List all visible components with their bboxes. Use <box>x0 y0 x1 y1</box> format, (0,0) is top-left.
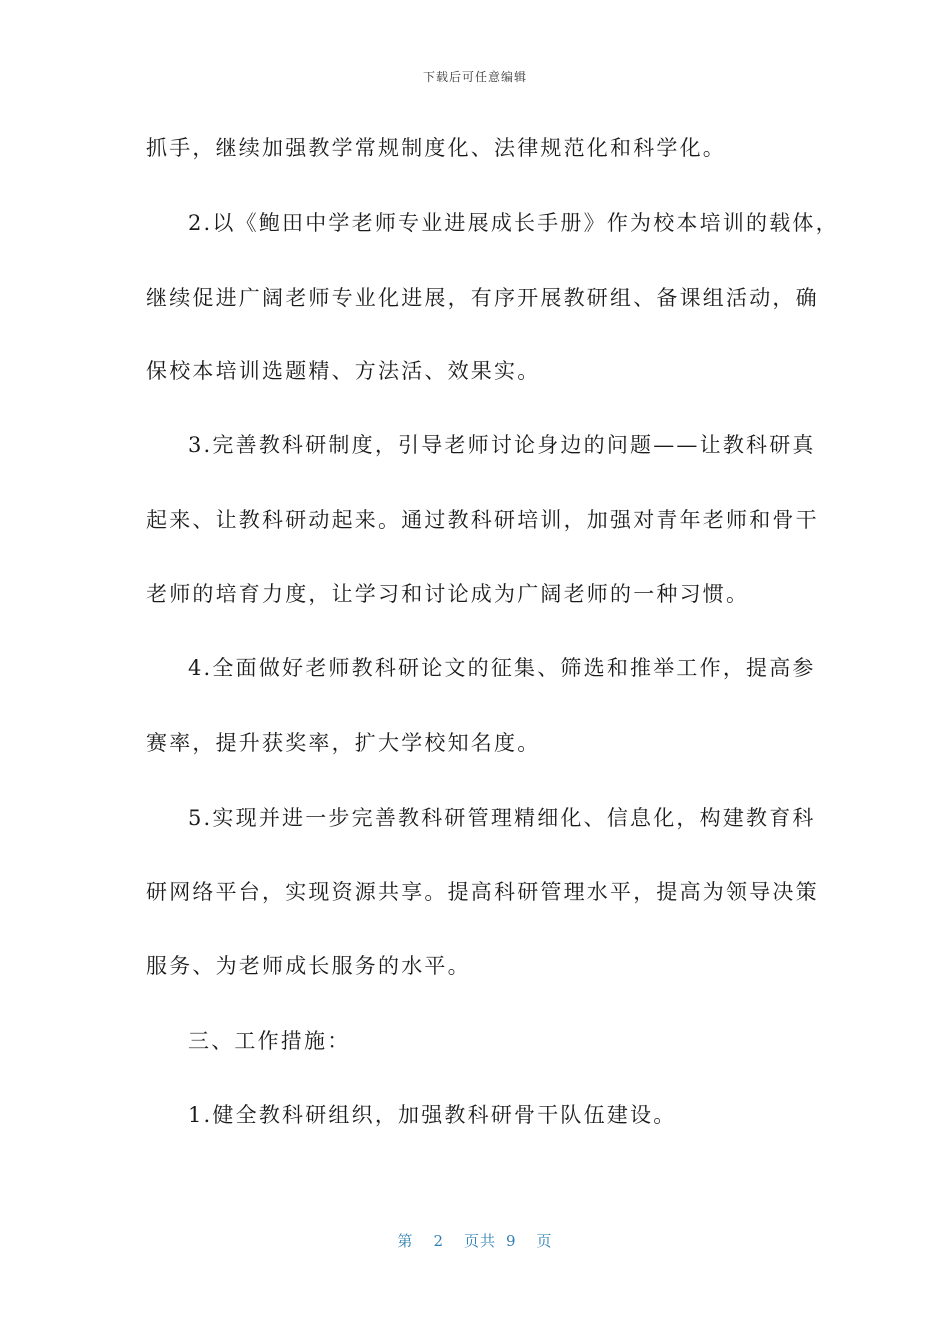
body-line-3: 继续促进广阔老师专业化进展，有序开展教研组、备课组活动，确 <box>146 286 819 310</box>
page-number-footer <box>0 1230 950 1251</box>
body-line-10: 5.实现并进一步完善教科研管理精细化、信息化，构建教育科 <box>188 806 816 830</box>
header-note: 下载后可任意编辑 <box>422 70 527 84</box>
body-line-12: 服务、为老师成长服务的水平。 <box>146 954 471 978</box>
body-line-6: 起来、让教科研动起来。通过教科研培训，加强对青年老师和骨干 <box>146 508 819 532</box>
body-line-8: 4.全面做好老师教科研论文的征集、筛选和推举工作，提高参 <box>188 656 816 680</box>
page-prefix: 第 <box>397 1232 414 1250</box>
body-line-5: 3.完善教科研制度，引导老师讨论身边的问题——让教科研真 <box>188 433 816 457</box>
body-line-2: 2.以《鲍田中学老师专业进展成长手册》作为校本培训的载体， <box>188 211 839 235</box>
body-line-9: 赛率，提升获奖率，扩大学校知名度。 <box>146 731 541 755</box>
body-line-7: 老师的培育力度，让学习和讨论成为广阔老师的一种习惯。 <box>146 582 750 606</box>
section-heading: 三、工作措施： <box>188 1029 351 1053</box>
total-pages: 9 <box>506 1232 517 1250</box>
body-line-14: 1.健全教科研组织，加强教科研骨干队伍建设。 <box>188 1103 677 1127</box>
page-mid: 页共 <box>463 1232 496 1250</box>
body-line-4: 保校本培训选题精、方法活、效果实。 <box>146 359 541 383</box>
current-page: 2 <box>433 1232 444 1250</box>
body-line-11: 研网络平台，实现资源共享。提高科研管理水平，提高为领导决策 <box>146 880 819 904</box>
body-line-1: 抓手，继续加强教学常规制度化、法律规范化和科学化。 <box>146 136 726 160</box>
page-suffix: 页 <box>536 1232 553 1250</box>
